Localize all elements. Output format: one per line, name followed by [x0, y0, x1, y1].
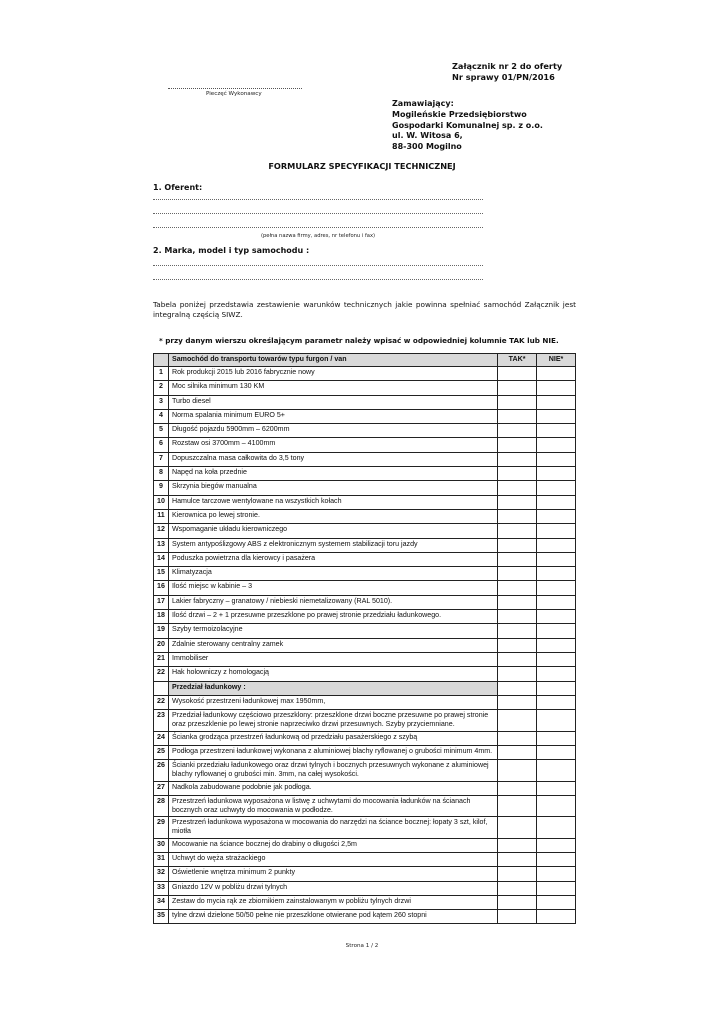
no-cell[interactable] [537, 817, 576, 838]
row-number: 34 [154, 895, 169, 909]
yes-cell[interactable] [498, 681, 537, 695]
instruction-note: * przy danym wierszu określającym parametr należy wpisać w odpowiedniej kolumnie TAK lub NIE. [159, 336, 559, 345]
header-num-cell [154, 354, 169, 367]
table-row [154, 867, 576, 881]
offerer-line-1[interactable] [153, 198, 483, 200]
table-row [154, 524, 576, 538]
row-number: 18 [154, 610, 169, 624]
yes-cell[interactable] [498, 867, 537, 881]
row-number: 19 [154, 624, 169, 638]
row-number: 16 [154, 581, 169, 595]
subheader-num [154, 681, 169, 695]
table-row [154, 667, 576, 681]
row-description: Rok produkcji 2015 lub 2016 fabrycznie nowy [168, 367, 497, 381]
row-number: 30 [154, 838, 169, 852]
row-description: Uchwyt do węża strażackiego [168, 852, 497, 866]
row-number: 4 [154, 409, 169, 423]
row-number: 24 [154, 731, 169, 745]
no-cell[interactable] [537, 710, 576, 731]
header-block [452, 61, 562, 83]
no-cell[interactable] [537, 760, 576, 781]
row-number: 22 [154, 695, 169, 709]
row-description: Zdalnie sterowany centralny zamek [168, 638, 497, 652]
row-description: Hamulce tarczowe wentylowane na wszystkich kołach [168, 495, 497, 509]
subheader-row [154, 681, 576, 695]
yes-cell[interactable] [498, 367, 537, 381]
yes-cell[interactable] [498, 881, 537, 895]
table-row [154, 381, 576, 395]
no-cell[interactable] [537, 695, 576, 709]
vehicle-line-1[interactable] [153, 264, 483, 266]
row-description: Przestrzeń ładunkowa wyposażona w listwę z uchwytami do mocowania ładunków na ścianach bocznych oraz uchwyty do mocowania w podłodze. [168, 795, 497, 816]
row-description: Ścianki przedziału ładunkowego oraz drzwi tylnych i bocznych przesuwnych wykonane z aluminiowej blachy ryflowanej o grubości min. 3mm, na całej wysokości. [168, 760, 497, 781]
table-row [154, 881, 576, 895]
yes-cell[interactable] [498, 760, 537, 781]
row-number: 26 [154, 760, 169, 781]
table-row [154, 817, 576, 838]
row-number: 6 [154, 438, 169, 452]
yes-cell[interactable] [498, 581, 537, 595]
row-number: 10 [154, 495, 169, 509]
case-number: Nr sprawy 01/PN/2016 [452, 72, 555, 82]
table-row [154, 710, 576, 731]
row-number: 15 [154, 567, 169, 581]
yes-cell[interactable] [498, 481, 537, 495]
no-cell[interactable] [537, 795, 576, 816]
yes-cell[interactable] [498, 409, 537, 423]
table-row [154, 538, 576, 552]
no-cell[interactable] [537, 538, 576, 552]
table-row [154, 745, 576, 759]
no-cell[interactable] [537, 424, 576, 438]
row-number: 11 [154, 509, 169, 523]
row-description: System antypoślizgowy ABS z elektronicznym systemem stabilizacji toru jazdy [168, 538, 497, 552]
no-cell[interactable] [537, 481, 576, 495]
row-number: 9 [154, 481, 169, 495]
header-no: NIE* [537, 354, 576, 367]
table-row [154, 409, 576, 423]
yes-cell[interactable] [498, 524, 537, 538]
row-number: 17 [154, 595, 169, 609]
row-number: 14 [154, 552, 169, 566]
yes-cell[interactable] [498, 652, 537, 666]
form-title: FORMULARZ SPECYFIKACJI TECHNICZNEJ [268, 161, 456, 171]
stamp-line [168, 84, 302, 89]
row-number: 12 [154, 524, 169, 538]
table-row [154, 552, 576, 566]
row-description: Poduszka powietrzna dla kierowcy i pasażera [168, 552, 497, 566]
yes-cell[interactable] [498, 852, 537, 866]
row-description: Immobiliser [168, 652, 497, 666]
client-line-2: Gospodarki Komunalnej sp. z o.o. [392, 120, 543, 130]
section-1-label: 1. Oferent: [153, 183, 203, 192]
yes-cell[interactable] [498, 452, 537, 466]
no-cell[interactable] [537, 452, 576, 466]
row-description: Oświetlenie wnętrza minimum 2 punkty [168, 867, 497, 881]
row-description: Wspomaganie układu kierowniczego [168, 524, 497, 538]
row-number: 31 [154, 852, 169, 866]
no-cell[interactable] [537, 881, 576, 895]
row-description: Dopuszczalna masa całkowita do 3,5 tony [168, 452, 497, 466]
client-line-3: ul. W. Witosa 6, [392, 131, 463, 141]
yes-cell[interactable] [498, 495, 537, 509]
row-number: 21 [154, 652, 169, 666]
no-cell[interactable] [537, 509, 576, 523]
row-number: 23 [154, 710, 169, 731]
no-cell[interactable] [537, 381, 576, 395]
table-row [154, 838, 576, 852]
table-row [154, 595, 576, 609]
table-row [154, 438, 576, 452]
client-block [392, 99, 543, 153]
row-description: Ścianka grodząca przestrzeń ładunkową od przedziału pasażerskiego z szybą [168, 731, 497, 745]
table-row [154, 610, 576, 624]
no-cell[interactable] [537, 567, 576, 581]
no-cell[interactable] [537, 395, 576, 409]
yes-cell[interactable] [498, 667, 537, 681]
no-cell[interactable] [537, 552, 576, 566]
table-row [154, 424, 576, 438]
table-row [154, 895, 576, 909]
no-cell[interactable] [537, 838, 576, 852]
table-row [154, 624, 576, 638]
row-number: 8 [154, 467, 169, 481]
no-cell[interactable] [537, 638, 576, 652]
yes-cell[interactable] [498, 595, 537, 609]
offerer-line-3[interactable] [153, 226, 483, 228]
row-description: Nadkola zabudowane podobnie jak podłoga. [168, 781, 497, 795]
no-cell[interactable] [537, 731, 576, 745]
no-cell[interactable] [537, 367, 576, 381]
yes-cell[interactable] [498, 610, 537, 624]
client-label: Zamawiający: [392, 99, 454, 108]
yes-cell[interactable] [498, 467, 537, 481]
row-number: 28 [154, 795, 169, 816]
offerer-line-2[interactable] [153, 212, 483, 214]
table-row [154, 495, 576, 509]
yes-cell[interactable] [498, 817, 537, 838]
yes-cell[interactable] [498, 552, 537, 566]
no-cell[interactable] [537, 595, 576, 609]
yes-cell[interactable] [498, 395, 537, 409]
no-cell[interactable] [537, 867, 576, 881]
table-row [154, 695, 576, 709]
spec-table [153, 353, 576, 924]
header-description: Samochód do transportu towarów typu furgon / van [168, 354, 497, 367]
yes-cell[interactable] [498, 567, 537, 581]
no-cell[interactable] [537, 745, 576, 759]
row-description: Ilość drzwi – 2 + 1 przesuwne przeszklone po prawej stronie przedziału ładunkowego. [168, 610, 497, 624]
row-description: Turbo diesel [168, 395, 497, 409]
no-cell[interactable] [537, 781, 576, 795]
row-number: 7 [154, 452, 169, 466]
row-number: 29 [154, 817, 169, 838]
row-number: 33 [154, 881, 169, 895]
stamp-label: Pieczęć Wykonawcy [206, 91, 262, 97]
table-row [154, 795, 576, 816]
yes-cell[interactable] [498, 624, 537, 638]
table-row [154, 467, 576, 481]
table-row [154, 852, 576, 866]
annex-label: Załącznik nr 2 do oferty [452, 61, 563, 71]
client-line-4: 88-300 Mogilno [392, 142, 462, 152]
row-description: tylne drzwi dzielone 50/50 pełne nie przeszklone otwierane pod kątem 260 stopni [168, 910, 497, 924]
offerer-hint: (pełna nazwa firmy, adres, nr telefonu i fax) [260, 233, 376, 239]
row-description: Mocowanie na ściance bocznej do drabiny o długości 2,5m [168, 838, 497, 852]
row-number: 35 [154, 910, 169, 924]
no-cell[interactable] [537, 610, 576, 624]
table-row [154, 781, 576, 795]
no-cell[interactable] [537, 852, 576, 866]
no-cell[interactable] [537, 681, 576, 695]
row-description: Klimatyzacja [168, 567, 497, 581]
row-description: Rozstaw osi 3700mm – 4100mm [168, 438, 497, 452]
table-row [154, 652, 576, 666]
row-number: 5 [154, 424, 169, 438]
row-number: 2 [154, 381, 169, 395]
table-row [154, 731, 576, 745]
row-description: Norma spalania minimum EURO 5+ [168, 409, 497, 423]
row-description: Szyby termoizolacyjne [168, 624, 497, 638]
no-cell[interactable] [537, 467, 576, 481]
row-number: 27 [154, 781, 169, 795]
row-number: 32 [154, 867, 169, 881]
yes-cell[interactable] [498, 538, 537, 552]
intro-paragraph: Tabela poniżej przedstawia zestawienie warunków technicznych jakie powinna spełniać samochód Załącznik jest integralną częścią SIWZ. [153, 300, 576, 320]
vehicle-line-2[interactable] [153, 278, 483, 280]
yes-cell[interactable] [498, 424, 537, 438]
row-number: 1 [154, 367, 169, 381]
table-row [154, 581, 576, 595]
yes-cell[interactable] [498, 781, 537, 795]
subheader-label: Przedział ładunkowy : [168, 681, 497, 695]
row-description: Kierownica po lewej stronie. [168, 509, 497, 523]
yes-cell[interactable] [498, 745, 537, 759]
row-description: Podłoga przestrzeni ładunkowej wykonana z aluminiowej blachy ryflowanej o grubości minimum 4mm. [168, 745, 497, 759]
yes-cell[interactable] [498, 795, 537, 816]
table-row [154, 367, 576, 381]
section-2-label: 2. Marka, model i typ samochodu : [153, 246, 310, 255]
yes-cell[interactable] [498, 710, 537, 731]
table-header-row [154, 354, 576, 367]
row-description: Lakier fabryczny – granatowy / niebieski niemetalizowany (RAL 5010). [168, 595, 497, 609]
no-cell[interactable] [537, 895, 576, 909]
yes-cell[interactable] [498, 731, 537, 745]
no-cell[interactable] [537, 667, 576, 681]
yes-cell[interactable] [498, 438, 537, 452]
yes-cell[interactable] [498, 838, 537, 852]
row-description: Przedział ładunkowy częściowo przeszklony: przeszklone drzwi boczne przesuwne po prawej stronie oraz przeszklenie po lewej stronie naprzeciwko drzwi przesuwnych. Szyby przyciemniane. [168, 710, 497, 731]
no-cell[interactable] [537, 581, 576, 595]
row-number: 13 [154, 538, 169, 552]
table-row [154, 567, 576, 581]
yes-cell[interactable] [498, 638, 537, 652]
no-cell[interactable] [537, 438, 576, 452]
no-cell[interactable] [537, 409, 576, 423]
no-cell[interactable] [537, 495, 576, 509]
row-description: Ilość miejsc w kabinie – 3 [168, 581, 497, 595]
table-row [154, 395, 576, 409]
yes-cell[interactable] [498, 910, 537, 924]
row-description: Wysokość przestrzeni ładunkowej max 1950mm, [168, 695, 497, 709]
no-cell[interactable] [537, 624, 576, 638]
client-line-1: Mogileńskie Przedsiębiorstwo [392, 109, 527, 119]
row-description: Przestrzeń ładunkowa wyposażona w mocowania do narzędzi na ściance bocznej: łopaty 3 szt, kilof, miotła [168, 817, 497, 838]
page-number: Strona 1 / 2 [345, 943, 379, 949]
no-cell[interactable] [537, 910, 576, 924]
row-number: 20 [154, 638, 169, 652]
row-description: Długość pojazdu 5900mm – 6200mm [168, 424, 497, 438]
row-description: Moc silnika minimum 130 KM [168, 381, 497, 395]
table-row [154, 481, 576, 495]
yes-cell[interactable] [498, 895, 537, 909]
table-row [154, 910, 576, 924]
table-row [154, 638, 576, 652]
row-number: 25 [154, 745, 169, 759]
row-description: Skrzynia biegów manualna [168, 481, 497, 495]
row-number: 22 [154, 667, 169, 681]
row-description: Hak holowniczy z homologacją [168, 667, 497, 681]
table-row [154, 452, 576, 466]
yes-cell[interactable] [498, 381, 537, 395]
table-row [154, 509, 576, 523]
row-description: Gniazdo 12V w pobliżu drzwi tylnych [168, 881, 497, 895]
yes-cell[interactable] [498, 509, 537, 523]
row-number: 3 [154, 395, 169, 409]
row-description: Napęd na koła przednie [168, 467, 497, 481]
no-cell[interactable] [537, 652, 576, 666]
yes-cell[interactable] [498, 695, 537, 709]
table-row [154, 760, 576, 781]
no-cell[interactable] [537, 524, 576, 538]
row-description: Zestaw do mycia rąk ze zbiornikiem zainstalowanym w pobliżu tylnych drzwi [168, 895, 497, 909]
header-yes: TAK* [498, 354, 537, 367]
